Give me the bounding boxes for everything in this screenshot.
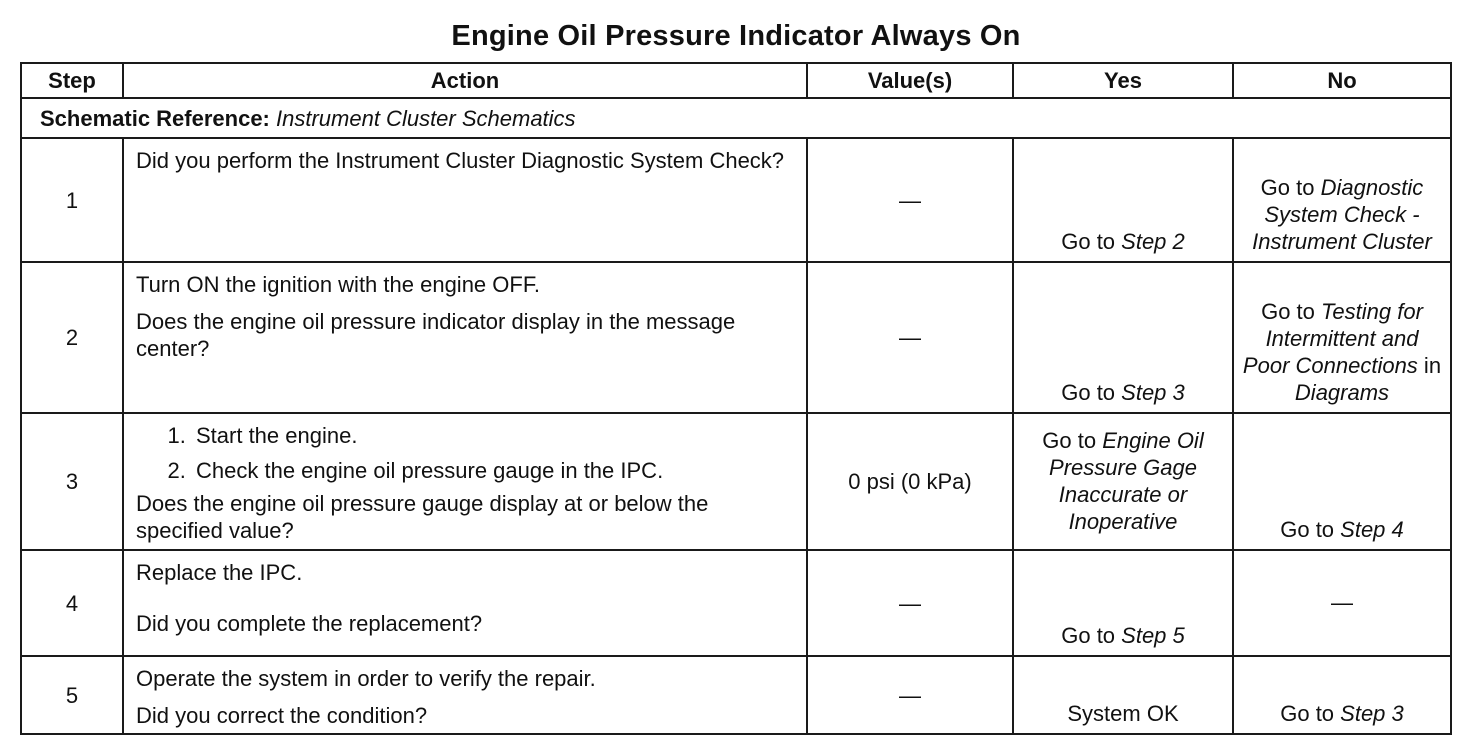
action-instruction: Replace the IPC. [136, 560, 303, 585]
no-cell [1233, 413, 1451, 550]
table-row [21, 138, 1451, 262]
value-cell: — [807, 656, 1013, 734]
no-step-link[interactable]: Step 3 [1340, 701, 1404, 726]
action-cell [123, 550, 807, 656]
yes-prefix: Go to [1061, 623, 1122, 648]
no-cell [1233, 262, 1451, 413]
action-question: Does the engine oil pressure gauge display at or below the specified value? [136, 491, 709, 543]
no-prefix: Go to [1260, 175, 1321, 200]
header-no: No [1233, 63, 1451, 98]
schematic-reference-row [21, 98, 1451, 138]
value-cell: 0 psi (0 kPa) [807, 413, 1013, 550]
header-row [21, 63, 1451, 98]
yes-step-link[interactable]: Step 3 [1121, 380, 1185, 405]
step-number: 2 [21, 262, 123, 413]
action-question: Does the engine oil pressure indicator display in the message center? [136, 309, 736, 361]
no-cell [1233, 656, 1451, 734]
yes-cell [1013, 413, 1233, 550]
page-title: Engine Oil Pressure Indicator Always On [451, 20, 1021, 52]
yes-cell [1013, 262, 1233, 413]
list-item: 2. Check the engine oil pressure gauge in the IPC. [192, 457, 796, 484]
no-connector: in [1417, 353, 1442, 378]
no-procedure-link[interactable]: Testing for Intermittent and Poor Connections [1242, 299, 1423, 378]
step-number: 5 [21, 656, 123, 734]
action-question: Did you complete the replacement? [136, 611, 483, 636]
action-cell [123, 262, 807, 413]
header-action: Action [123, 63, 807, 98]
schematic-reference [21, 98, 1451, 138]
value-cell: — [807, 262, 1013, 413]
no-cell [1233, 138, 1451, 262]
action-instruction: Turn ON the ignition with the engine OFF. [136, 272, 540, 297]
no-diagrams-link[interactable]: Diagrams [1294, 380, 1390, 405]
step-number: 4 [21, 550, 123, 656]
yes-step-link[interactable]: Step 5 [1121, 623, 1185, 648]
action-cell [123, 138, 807, 262]
table-row [21, 262, 1451, 413]
action-question: Did you correct the condition? [136, 703, 428, 728]
yes-prefix: Go to [1061, 229, 1122, 254]
yes-step-link[interactable]: Step 2 [1121, 229, 1185, 254]
no-step-link[interactable]: Step 4 [1340, 517, 1404, 542]
table-row [21, 550, 1451, 656]
no-cell: — [1233, 550, 1451, 656]
action-cell [123, 413, 807, 550]
table-row [21, 413, 1451, 550]
no-prefix: Go to [1261, 299, 1321, 324]
action-cell [123, 656, 807, 734]
header-step: Step [21, 63, 123, 98]
schematic-reference-link[interactable]: Instrument Cluster Schematics [276, 105, 576, 131]
step-number: 3 [21, 413, 123, 550]
action-steps-list [136, 422, 796, 484]
header-yes: Yes [1013, 63, 1233, 98]
value-cell: — [807, 138, 1013, 262]
table-row [21, 656, 1451, 734]
yes-prefix: Go to [1042, 427, 1103, 453]
no-prefix: Go to [1280, 701, 1341, 726]
schematic-reference-label: Schematic Reference: [40, 105, 270, 131]
yes-prefix: Go to [1061, 380, 1122, 405]
header-values: Value(s) [807, 63, 1013, 98]
no-procedure-link[interactable]: Diagnostic System Check - Instrument Cluster [1252, 175, 1432, 254]
no-prefix: Go to [1280, 517, 1341, 542]
yes-cell: System OK [1013, 656, 1233, 734]
yes-procedure-link[interactable]: Engine Oil Pressure Gage Inaccurate or Inoperative [1049, 427, 1204, 534]
yes-cell [1013, 550, 1233, 656]
list-item: 1. Start the engine. [192, 422, 796, 449]
value-cell: — [807, 550, 1013, 656]
action-instruction: Operate the system in order to verify the repair. [136, 666, 596, 691]
diagnostic-table [20, 62, 1452, 735]
yes-cell [1013, 138, 1233, 262]
step-number: 1 [21, 138, 123, 262]
action-text: Did you perform the Instrument Cluster Diagnostic System Check? [136, 148, 785, 173]
